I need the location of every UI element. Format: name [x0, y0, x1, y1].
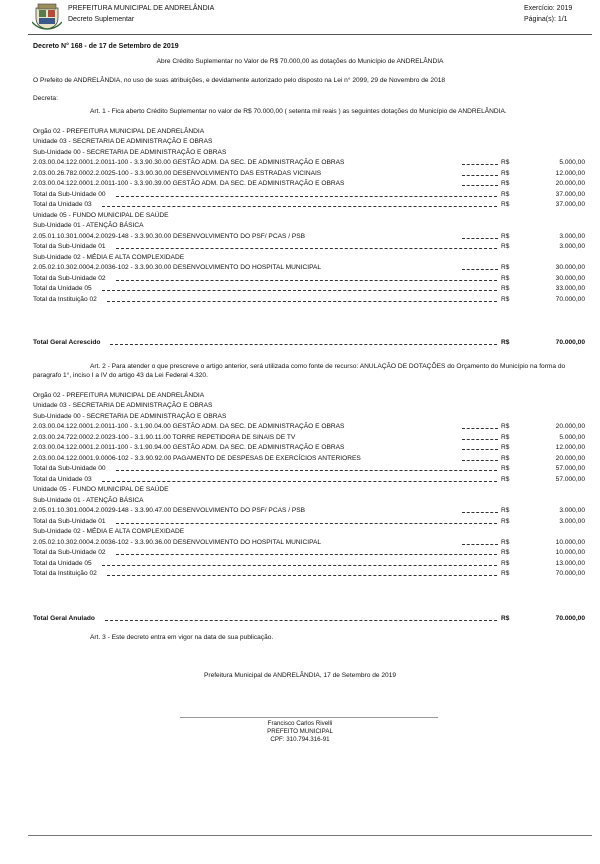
leader-dots: [107, 301, 497, 302]
label-text: Sub-Unidade 02 - MÉDIA E ALTA COMPLEXIDADE: [33, 528, 185, 535]
item-text: 2.05.01.10.301.0004.2.0029-148 - 3.3.90.47.00 DESENVOLVIMENTO DO PSF/ PCAS / PSB: [33, 507, 306, 514]
leader-dots: [462, 544, 498, 545]
exercise-year: Exercício: 2019: [524, 5, 573, 12]
table-row: [33, 558, 585, 568]
leader-dots: [462, 238, 498, 239]
table-row: [33, 537, 585, 547]
table-row: [33, 137, 585, 147]
table-row: [33, 147, 585, 157]
page-count: Página(s): 1/1: [524, 16, 568, 23]
table-row: [33, 273, 585, 283]
currency-symbol: R$: [501, 507, 510, 514]
doc-type: Decreto Suplementar: [68, 16, 135, 23]
table-row: [33, 401, 585, 411]
amount: 3.000,00: [559, 232, 585, 240]
leader-dots: [105, 620, 497, 621]
amount: 3.000,00: [559, 243, 585, 250]
decree-subject: Abre Crédito Suplementar no Valor de R$ 70.000,00 as dotações do Município de ANDRELÂNDIA: [156, 58, 444, 65]
table-row: [33, 516, 585, 526]
label-text: Sub-Unidade 00 - SECRETARIA DE ADMINISTRAÇÃO E OBRAS: [33, 148, 227, 156]
leader-dots: [462, 269, 498, 270]
item-text: 2.03.00.04.122.0001.9.0006-102 - 3.3.90.92.00 PAGAMENTO DE DESPESAS DE EXERCÍCIOS ANTERIORES: [33, 454, 361, 462]
table-row: [33, 569, 585, 579]
header-left: [68, 3, 214, 25]
header-right: [524, 3, 584, 25]
table-row: [33, 390, 585, 400]
label-text: Sub-Unidade 02 - MÉDIA E ALTA COMPLEXIDADE: [33, 253, 185, 261]
item-text: 2.03.00.26.782.0002.2.0025-100 - 3.3.90.30.00 DESENVOLVIMENTO DAS ESTRADAS VICINAIS: [33, 169, 322, 177]
amount: 57.000,00: [555, 465, 585, 472]
leader-dots: [116, 248, 497, 249]
currency-symbol: R$: [501, 517, 510, 525]
leader-dots: [102, 290, 497, 291]
label-text: Orgão 02 - PREFEITURA MUNICIPAL DE ANDRELÂNDIA: [33, 391, 205, 399]
currency-symbol: R$: [501, 190, 510, 198]
article-2: Art. 2 - Para atender o que prescreve o artigo anterior, será utilizada como fonte de recurso: ANULAÇÃO DE DOTAÇÕES do Orçamento do Município na forma do paragrafo 1°, inciso I a IV do artigo 43 da Lei Federal 4.320.: [33, 363, 566, 379]
grand-total-label: Total Geral Acrescido: [33, 338, 101, 346]
table-row: [33, 464, 585, 474]
leader-dots: [116, 196, 497, 197]
signatory-cpf: CPF: 310.794.316-91: [270, 736, 330, 743]
amount: 70.000,00: [555, 570, 585, 577]
total-text: Total da Sub-Unidade 02: [33, 549, 106, 556]
currency-symbol: R$: [501, 180, 510, 187]
page-header: [0, 0, 600, 34]
currency-symbol: R$: [501, 264, 510, 271]
article-3: Art. 3 - Este decreto entra em vigor na data de sua publicação.: [90, 634, 274, 641]
table-row: [33, 474, 585, 484]
item-text: 2.03.00.04.122.0001.2.0011-100 - 3.3.90.30.00 GESTÃO ADM. DA SEC. DE ADMINISTRAÇÃO E OBRAS: [33, 159, 345, 166]
amount: 10.000,00: [555, 538, 585, 546]
signature-line: [180, 717, 438, 718]
item-text: 2.05.02.10.302.0004.2.0036-102 - 3.3.90.36.00 DESENVOLVIMENTO DO HOSPITAL MUNICIPAL: [33, 538, 322, 546]
currency-symbol: R$: [501, 570, 510, 577]
currency-symbol: R$: [501, 423, 510, 430]
label-text: Orgão 02 - PREFEITURA MUNICIPAL DE ANDRELÂNDIA: [33, 127, 205, 135]
total-text: Total da Sub-Unidade 00: [33, 190, 106, 198]
label-text: Sub-Unidade 00 - SECRETARIA DE ADMINISTRAÇÃO E OBRAS: [33, 412, 227, 420]
table-row: [33, 242, 585, 252]
item-text: 2.05.01.10.301.0004.2.0029-148 - 3.3.90.30.00 DESENVOLVIMENTO DO PSF/ PCAS / PSB: [33, 232, 306, 240]
currency-symbol: R$: [501, 559, 510, 567]
amount: 3.000,00: [559, 507, 585, 514]
currency-symbol: R$: [501, 465, 510, 472]
amount: 5.000,00: [559, 433, 585, 441]
label-text: Sub-Unidade 01 - ATENÇÃO BÁSICA: [33, 222, 144, 229]
total-text: Total da Sub-Unidade 02: [33, 274, 106, 282]
amount: 37.000,00: [555, 190, 585, 198]
leader-dots: [462, 512, 498, 513]
footer-divider: [28, 835, 592, 836]
decreta-label: Decreta:: [33, 95, 58, 102]
total-text: Total da Unidade 03: [33, 475, 92, 483]
amount: 37.000,00: [555, 201, 585, 208]
leader-dots: [116, 280, 497, 281]
amount: 57.000,00: [555, 475, 585, 483]
table-row: [33, 495, 585, 505]
currency-symbol: R$: [501, 549, 510, 556]
table-row: [33, 453, 585, 463]
currency-symbol: R$: [501, 243, 510, 250]
table-row: [33, 294, 585, 304]
table-row: [33, 210, 585, 220]
leader-dots: [102, 481, 497, 482]
label-text: Unidade 05 - FUNDO MUNICIPAL DE SAÚDE: [33, 486, 169, 493]
leader-dots: [462, 439, 498, 440]
leader-dots: [462, 185, 498, 186]
item-text: 2.03.00.04.122.0001.2.0011-100 - 3.3.90.39.00 GESTÃO ADM. DA SEC. DE ADMINISTRAÇÃO E OBRAS: [33, 180, 345, 187]
total-text: Total da Sub-Unidade 01: [33, 517, 106, 525]
currency-symbol: R$: [501, 295, 510, 303]
currency-symbol: R$: [501, 538, 510, 546]
leader-dots: [116, 554, 497, 555]
total-text: Total da Sub-Unidade 00: [33, 465, 106, 472]
table-row: [33, 168, 585, 178]
amount: 30.000,00: [555, 274, 585, 282]
label-text: Unidade 03 - SECRETARIA DE ADMINISTRAÇÃO E OBRAS: [33, 138, 213, 145]
place-date: Prefeitura Municipal de ANDRELÂNDIA, 17 de Setembro de 2019: [203, 672, 397, 679]
table-row: [33, 422, 585, 432]
item-text: 2.03.00.04.122.0001.2.0011-100 - 3.1.90.94.00 GESTÃO ADM. DA SEC. DE ADMINISTRAÇÃO E OBRAS: [33, 444, 345, 451]
amount: 33.000,00: [555, 285, 585, 292]
grand-total-label: Total Geral Anulado: [33, 614, 95, 622]
total-text: Total da Instituição 02: [33, 570, 97, 577]
currency-symbol: R$: [501, 169, 510, 177]
municipal-crest-icon: [32, 2, 62, 30]
signatory-role: PREFEITO MUNICIPAL: [267, 728, 333, 735]
amount: 20.000,00: [555, 454, 585, 462]
table-row: [33, 158, 585, 168]
item-text: 2.03.00.24.722.0002.2.0023-100 - 3.1.90.11.00 TORRE REPETIDORA DE SINAIS DE TV: [33, 433, 296, 441]
currency-symbol: R$: [501, 201, 510, 208]
table-row: [33, 411, 585, 421]
amount: 12.000,00: [555, 169, 585, 177]
leader-dots: [462, 428, 498, 429]
amount: 20.000,00: [555, 423, 585, 430]
label-text: Sub-Unidade 01 - ATENÇÃO BÁSICA: [33, 496, 144, 504]
table-row: [33, 432, 585, 442]
currency-symbol: R$: [501, 454, 510, 462]
amount: 70.000,00: [555, 295, 585, 303]
header-divider: [28, 34, 592, 35]
signatory-name: Francisco Carlos Rivelli: [267, 720, 333, 727]
table-row: [33, 126, 585, 136]
leader-dots: [462, 460, 498, 461]
table-row: [33, 200, 585, 210]
leader-dots: [107, 575, 497, 576]
label-text: Unidade 05 - FUNDO MUNICIPAL DE SAÚDE: [33, 211, 169, 219]
total-text: Total da Unidade 05: [33, 285, 92, 292]
currency-symbol: R$: [501, 433, 510, 441]
label-text: Unidade 03 - SECRETARIA DE ADMINISTRAÇÃO E OBRAS: [33, 402, 213, 409]
total-text: Total da Unidade 03: [33, 201, 92, 208]
amount: 20.000,00: [555, 180, 585, 187]
leader-dots: [462, 175, 498, 176]
currency-symbol: R$: [501, 338, 510, 346]
currency-symbol: R$: [501, 444, 510, 451]
decree-preamble: O Prefeito de ANDRELÂNDIA, no uso de suas atribuições, e devidamente autorizado pelo disposto na Lei n° 2099, 29 de Novembro de 2018: [33, 77, 446, 84]
total-text: Total da Instituição 02: [33, 295, 97, 303]
currency-symbol: R$: [501, 285, 510, 292]
leader-dots: [102, 565, 497, 566]
total-text: Total da Unidade 05: [33, 559, 92, 567]
amount: 30.000,00: [555, 264, 585, 271]
table-row: [33, 179, 585, 189]
table-row: [33, 443, 585, 453]
leader-dots: [110, 344, 497, 345]
table-row: [33, 485, 585, 495]
table-row: [33, 506, 585, 516]
grand-total-amount: 70.000,00: [555, 338, 585, 346]
leader-dots: [462, 164, 498, 165]
currency-symbol: R$: [501, 159, 510, 166]
table-row: [33, 284, 585, 294]
total-text: Total da Sub-Unidade 01: [33, 243, 106, 250]
amount: 13.000,00: [555, 559, 585, 567]
table-row: [33, 189, 585, 199]
table-row: [33, 221, 585, 231]
table-row: [33, 527, 585, 537]
decree-title: Decreto N° 168 - de 17 de Setembro de 2019: [33, 43, 179, 50]
grand-total-row: [33, 337, 585, 347]
leader-dots: [462, 449, 498, 450]
table-row: [33, 231, 585, 241]
currency-symbol: R$: [501, 614, 510, 622]
leader-dots: [116, 523, 497, 524]
org-name: PREFEITURA MUNICIPAL DE ANDRELÂNDIA: [68, 5, 215, 12]
amount: 5.000,00: [559, 159, 585, 166]
grand-total-row: [33, 613, 585, 623]
currency-symbol: R$: [501, 274, 510, 282]
table-row: [33, 548, 585, 558]
grand-total-amount: 70.000,00: [555, 614, 585, 622]
amount: 12.000,00: [555, 444, 585, 451]
table-row: [33, 252, 585, 262]
amount: 3.000,00: [559, 517, 585, 525]
leader-dots: [116, 470, 497, 471]
item-text: 2.05.02.10.302.0004.2.0036-102 - 3.3.90.30.00 DESENVOLVIMENTO DO HOSPITAL MUNICIPAL: [33, 264, 322, 271]
currency-symbol: R$: [501, 232, 510, 240]
item-text: 2.03.00.04.122.0001.2.0011-100 - 3.1.90.04.00 GESTÃO ADM. DA SEC. DE ADMINISTRAÇÃO E OBRAS: [33, 423, 345, 430]
currency-symbol: R$: [501, 475, 510, 483]
amount: 10.000,00: [555, 549, 585, 556]
table-row: [33, 263, 585, 273]
article-1: Art. 1 - Fica aberto Crédito Suplementar no valor de R$ 70.000,00 ( setenta mil reais ) as seguintes dotações do Município de ANDRELÂNDIA.: [90, 108, 507, 115]
leader-dots: [102, 206, 497, 207]
